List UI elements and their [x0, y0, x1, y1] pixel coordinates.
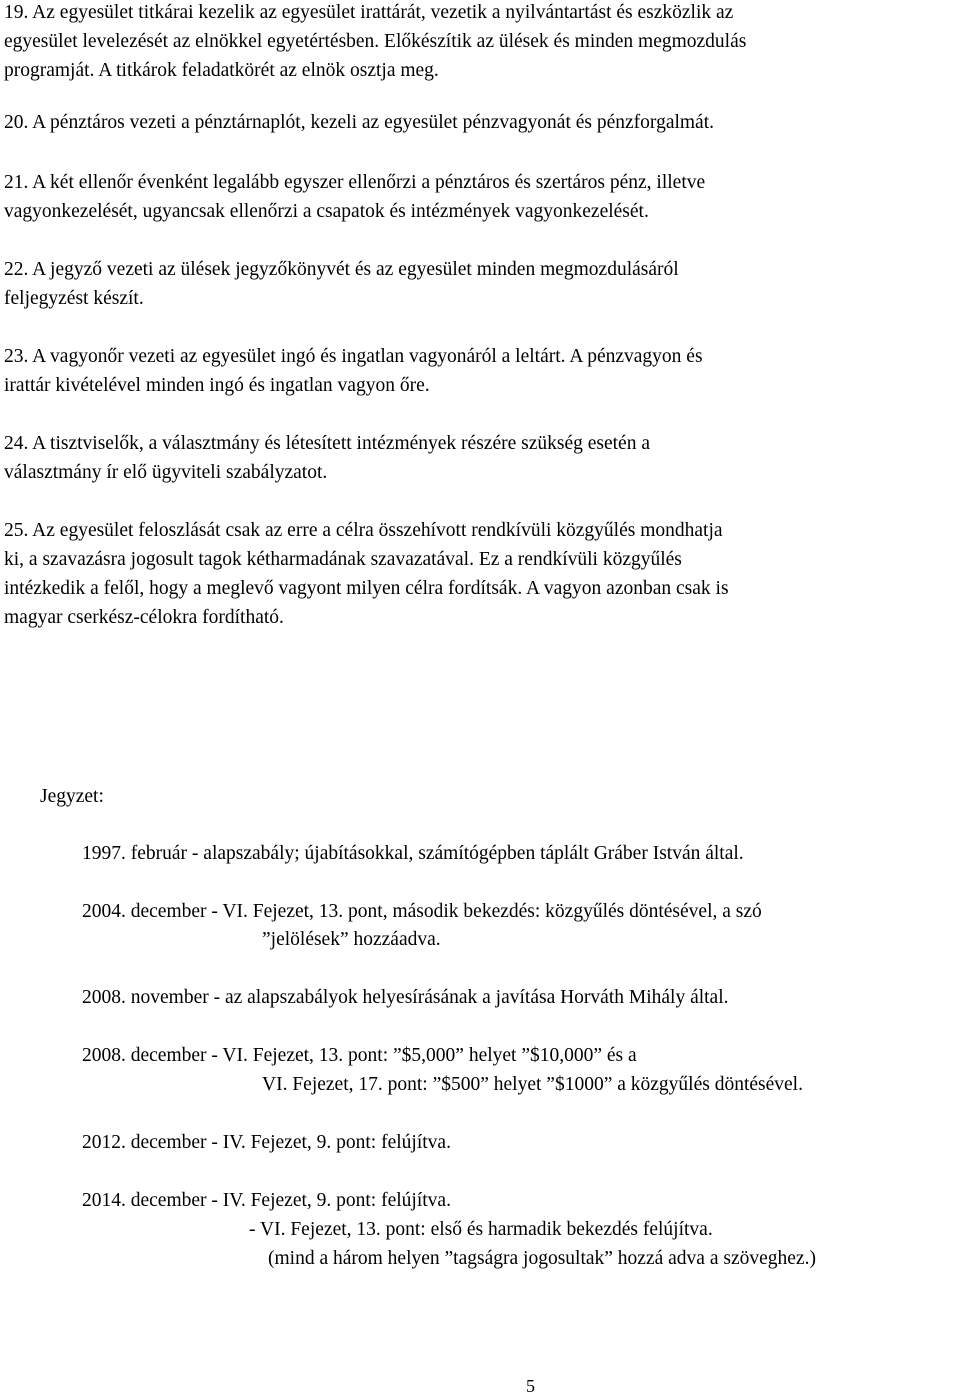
- note-entry-continuation: ”jelölések” hozzáadva.: [262, 929, 441, 950]
- note-entry: 2008. november - az alapszabályok helyesírásának a javítása Horváth Mihály által.: [82, 987, 729, 1008]
- text-line: magyar cserkész-célokra fordítható.: [4, 607, 284, 628]
- text-line: intézkedik a felől, hogy a meglevő vagyont milyen célra fordítsák. A vagyon azonban csak is: [4, 578, 729, 599]
- text-line: vagyonkezelését, ugyancsak ellenőrzi a csapatok és intézmények vagyonkezelését.: [4, 201, 649, 222]
- text-line: 22. A jegyző vezeti az ülések jegyzőkönyvét és az egyesület minden megmozdulásáról: [4, 259, 679, 280]
- page-number: 5: [526, 1376, 535, 1396]
- note-entry-continuation: VI. Fejezet, 17. pont: ”$500” helyet ”$1000” a közgyűlés döntésével.: [262, 1074, 803, 1095]
- text-line: irattár kivételével minden ingó és ingatlan vagyon őre.: [4, 375, 430, 396]
- note-entry: 1997. február - alapszabály; újabításokkal, számítógépben táplált Gráber István által.: [82, 843, 744, 864]
- text-line: 25. Az egyesület feloszlását csak az erre a célra összehívott rendkívüli közgyűlés mondhatja: [4, 520, 723, 541]
- note-entry-continuation: - VI. Fejezet, 13. pont: első és harmadik bekezdés felújítva.: [249, 1219, 713, 1240]
- note-entry: 2014. december - IV. Fejezet, 9. pont: felújítva.: [82, 1190, 451, 1211]
- text-line: 20. A pénztáros vezeti a pénztárnaplót, kezeli az egyesület pénzvagyonát és pénzforgalmát.: [4, 112, 715, 133]
- note-entry: 2012. december - IV. Fejezet, 9. pont: felújítva.: [82, 1132, 451, 1153]
- note-entry: 2004. december - VI. Fejezet, 13. pont, második bekezdés: közgyűlés döntésével, a szó: [82, 901, 762, 922]
- text-line: feljegyzést készít.: [4, 288, 144, 309]
- text-line: ki, a szavazásra jogosult tagok kétharmadának szavazatával. Ez a rendkívüli közgyűlés: [4, 549, 682, 570]
- text-line: választmány ír elő ügyviteli szabályzatot.: [4, 462, 328, 483]
- text-line: 24. A tisztviselők, a választmány és létesített intézmények részére szükség esetén a: [4, 433, 650, 454]
- text-line: egyesület levelezését az elnökkel egyetértésben. Előkészítik az ülések és minden megmozdulás: [4, 31, 747, 52]
- note-entry: 2008. december - VI. Fejezet, 13. pont: ”$5,000” helyet ”$10,000” és a: [82, 1045, 637, 1066]
- text-line: programját. A titkárok feladatkörét az elnök osztja meg.: [4, 60, 439, 81]
- text-line: 19. Az egyesület titkárai kezelik az egyesület irattárát, vezetik a nyilvántartást és eszközlik az: [4, 2, 734, 23]
- notes-heading: Jegyzet:: [40, 786, 104, 807]
- text-line: 21. A két ellenőr évenként legalább egyszer ellenőrzi a pénztáros és szertáros pénz, illetve: [4, 172, 706, 193]
- note-entry-continuation: (mind a három helyen ”tagságra jogosultak” hozzá adva a szöveghez.): [268, 1248, 816, 1269]
- text-line: 23. A vagyonőr vezeti az egyesület ingó és ingatlan vagyonáról a leltárt. A pénzvagyon és: [4, 346, 703, 367]
